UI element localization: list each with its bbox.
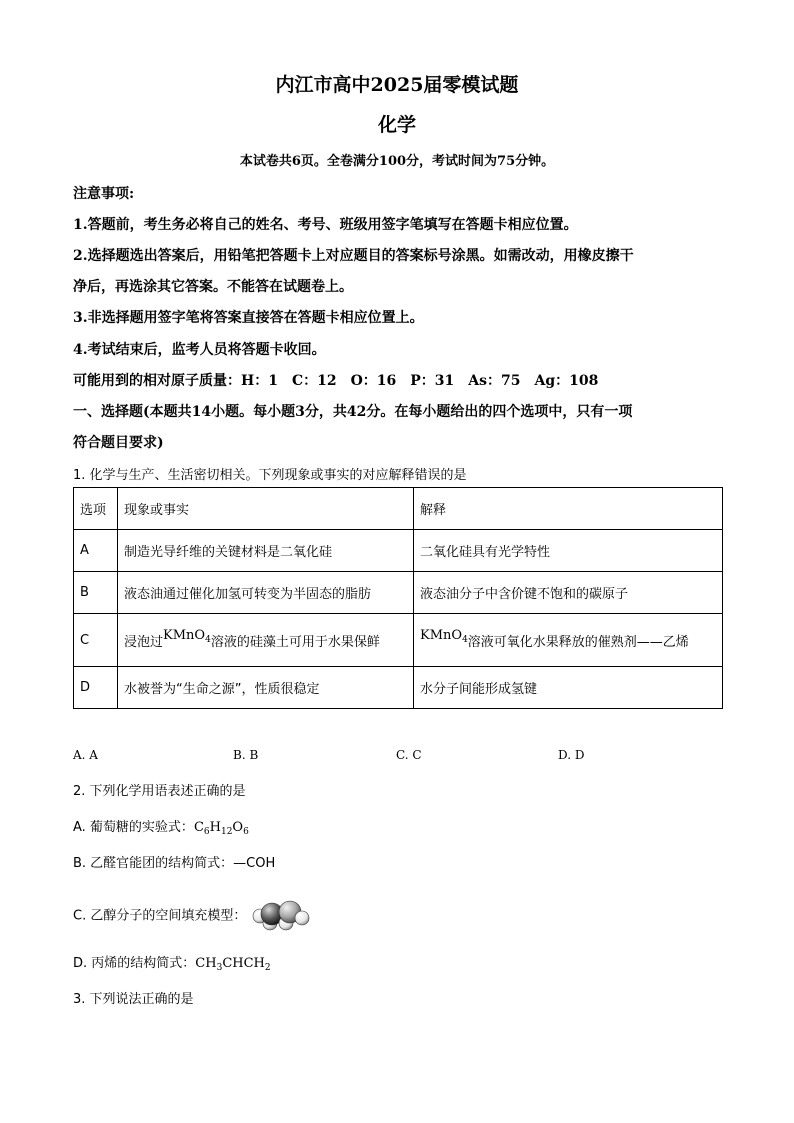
note-item-1: 1.答题前，考生务必将自己的姓名、考号、班级用签字笔填写在答题卡相应位置。 (73, 217, 578, 233)
row-option: A (74, 530, 118, 572)
exam-title: 内江市高中2025届零模试题 (275, 74, 519, 96)
exam-info: 本试卷共6页。全卷满分100分，考试时间为75分钟。 (239, 154, 555, 169)
q1-table (73, 487, 723, 709)
table-row (74, 667, 723, 709)
q1-option-d: D. D (558, 748, 585, 762)
kmno4-formula: KMnO$_4$ (420, 627, 468, 645)
row-explanation: 二氧化硅具有光学特性 (414, 530, 723, 572)
glucose-formula: $C_6H_{12}O_6$ (193, 820, 249, 837)
row-fact: 液态油通过催化加氢可转变为半固态的脂肪 (118, 572, 414, 614)
q2-option-c: C. 乙醇分子的空间填充模型： (73, 899, 314, 933)
q1-option-b: B. B (233, 748, 259, 762)
row-option: B (74, 572, 118, 614)
q2-stem: 2. 下列化学用语表述正确的是 (73, 784, 246, 799)
table-header-fact: 现象或事实 (118, 488, 414, 530)
q3-stem: 3. 下列说法正确的是 (73, 992, 194, 1007)
kmno4-formula: KMnO$_4$ (163, 627, 211, 645)
expl-post: 溶液可氧化水果释放的催熟剂——乙烯 (467, 634, 689, 650)
q2-option-d: D. 丙烯的结构简式：$CH_3CHCH_2$ (73, 956, 271, 973)
note-item-2: 2.选择题选出答案后，用铅笔把答题卡上对应题目的答案标号涂黑。如需改动，用橡皮擦干 (73, 248, 634, 264)
subject-title: 化学 (377, 114, 416, 136)
row-explanation: 水分子间能形成氢键 (414, 667, 723, 709)
note-item-4: 4.考试结束后，监考人员将答题卡收回。 (73, 342, 326, 358)
note-item-2-cont: 净后，再选涂其它答案。不能答在试题卷上。 (73, 279, 353, 295)
section-1-heading-cont: 符合题目要求) (73, 435, 164, 451)
fact-post: 溶液的硅藻土可用于水果保鲜 (210, 634, 380, 650)
fact-pre: 浸泡过 (124, 634, 164, 650)
ethanol-space-filling-model-icon (250, 899, 314, 933)
table-header-explanation: 解释 (414, 488, 723, 530)
section-1-heading: 一、选择题(本题共14小题。每小题3分，共42分。在每小题给出的四个选项中，只有一项 (73, 404, 633, 420)
q2-option-b: B. 乙醛官能团的结构简式：—COH (73, 856, 276, 871)
table-row (74, 614, 723, 667)
row-fact: 制造光导纤维的关键材料是二氧化硅 (118, 530, 414, 572)
row-option: D (74, 667, 118, 709)
atomic-masses: 可能用到的相对原子质量：H：1 C：12 O：16 P：31 As：75 Ag：108 (73, 373, 599, 389)
row-option: C (74, 614, 118, 667)
row-explanation (414, 614, 723, 667)
table-row (74, 530, 723, 572)
row-fact: 水被誉为“生命之源”，性质很稳定 (118, 667, 414, 709)
table-header-row (74, 488, 723, 530)
q1-option-a: A. A (73, 748, 98, 762)
q2-option-a: A. 葡萄糖的实验式：$C_6H_{12}O_6$ (73, 820, 249, 837)
propene-formula: $CH_3CHCH_2$ (195, 956, 271, 973)
table-header-option: 选项 (74, 488, 118, 530)
row-fact (118, 614, 414, 667)
q1-option-c: C. C (396, 748, 422, 762)
table-row (74, 572, 723, 614)
q1-stem: 1. 化学与生产、生活密切相关。下列现象或事实的对应解释错误的是 (73, 468, 467, 483)
notes-heading: 注意事项: (73, 186, 135, 202)
row-explanation: 液态油分子中含价键不饱和的碳原子 (414, 572, 723, 614)
note-item-3: 3.非选择题用签字笔将答案直接答在答题卡相应位置上。 (73, 310, 424, 326)
